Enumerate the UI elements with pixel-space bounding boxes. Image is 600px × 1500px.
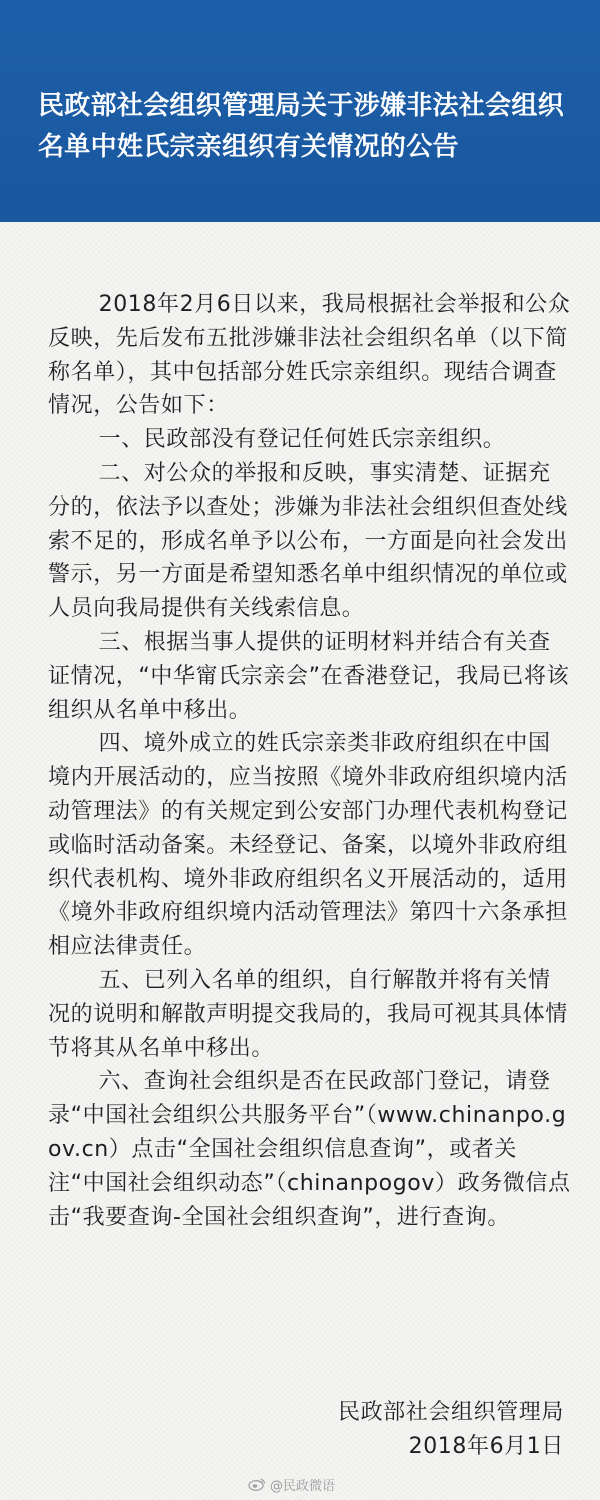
watermark-text: @民政微语 [270, 1478, 336, 1494]
weibo-watermark [248, 1474, 335, 1494]
item-2-paragraph: 二、对公众的举报和反映，事实清楚、证据充分的，依法予以查处；涉嫌为非法社会组织但查处线索不足的，形成名单予以公布，一方面是向社会发出警示，另一方面是希望知悉名单中组织情况的单位或人员向我局提供有关线索信息。 [48, 460, 568, 622]
title-banner [0, 0, 600, 222]
item-4-paragraph: 四、境外成立的姓氏宗亲类非政府组织在中国境内开展活动的，应当按照《境外非政府组织境内活动管理法》的有关规定到公安部门办理代表机构登记或临时活动备案。未经登记、备案，以境外非政府组织代表机构、境外非政府组织名义开展活动的，适用《境外非政府组织境内活动管理法》第四十六条承担相应法律责任。 [48, 731, 568, 960]
signature-block [338, 1396, 564, 1464]
announcement-body [48, 288, 573, 1234]
item-6-paragraph: 六、查询社会组织是否在民政部门登记，请登录“中国社会组织公共服务平台”（www.chinanpo.gov.cn）点击“全国社会组织信息查询”，或者关注“中国社会组织动态”（chinanpogov）政务微信点击“我要查询-全国社会组织查询”，进行查询。 [48, 1069, 571, 1230]
signature-organization: 民政部社会组织管理局 [337, 1400, 564, 1425]
item-5-paragraph: 五、已列入名单的组织，自行解散并将有关情况的说明和解散声明提交我局的，我局可视其具体情节将其从名单中移出。 [48, 967, 568, 1061]
item-1-paragraph: 一、民政部没有登记任何姓氏宗亲组织。 [98, 427, 506, 453]
item-3-paragraph: 三、根据当事人提供的证明材料并结合有关查证情况，“中华甯氏宗亲会”在香港登记，我局已将该组织从名单中移出。 [48, 629, 570, 723]
weibo-icon [248, 1477, 266, 1491]
signature-date: 2018年6月1日 [408, 1433, 564, 1459]
intro-paragraph: 2018年2月6日以来，我局根据社会举报和公众反映，先后发布五批涉嫌非法社会组织名单（以下简称名单），其中包括部分姓氏宗亲组织。现结合调查情况，公告如下： [48, 292, 571, 419]
announcement-title: 民政部社会组织管理局关于涉嫌非法社会组织名单中姓氏宗亲组织有关情况的公告 [38, 91, 565, 162]
